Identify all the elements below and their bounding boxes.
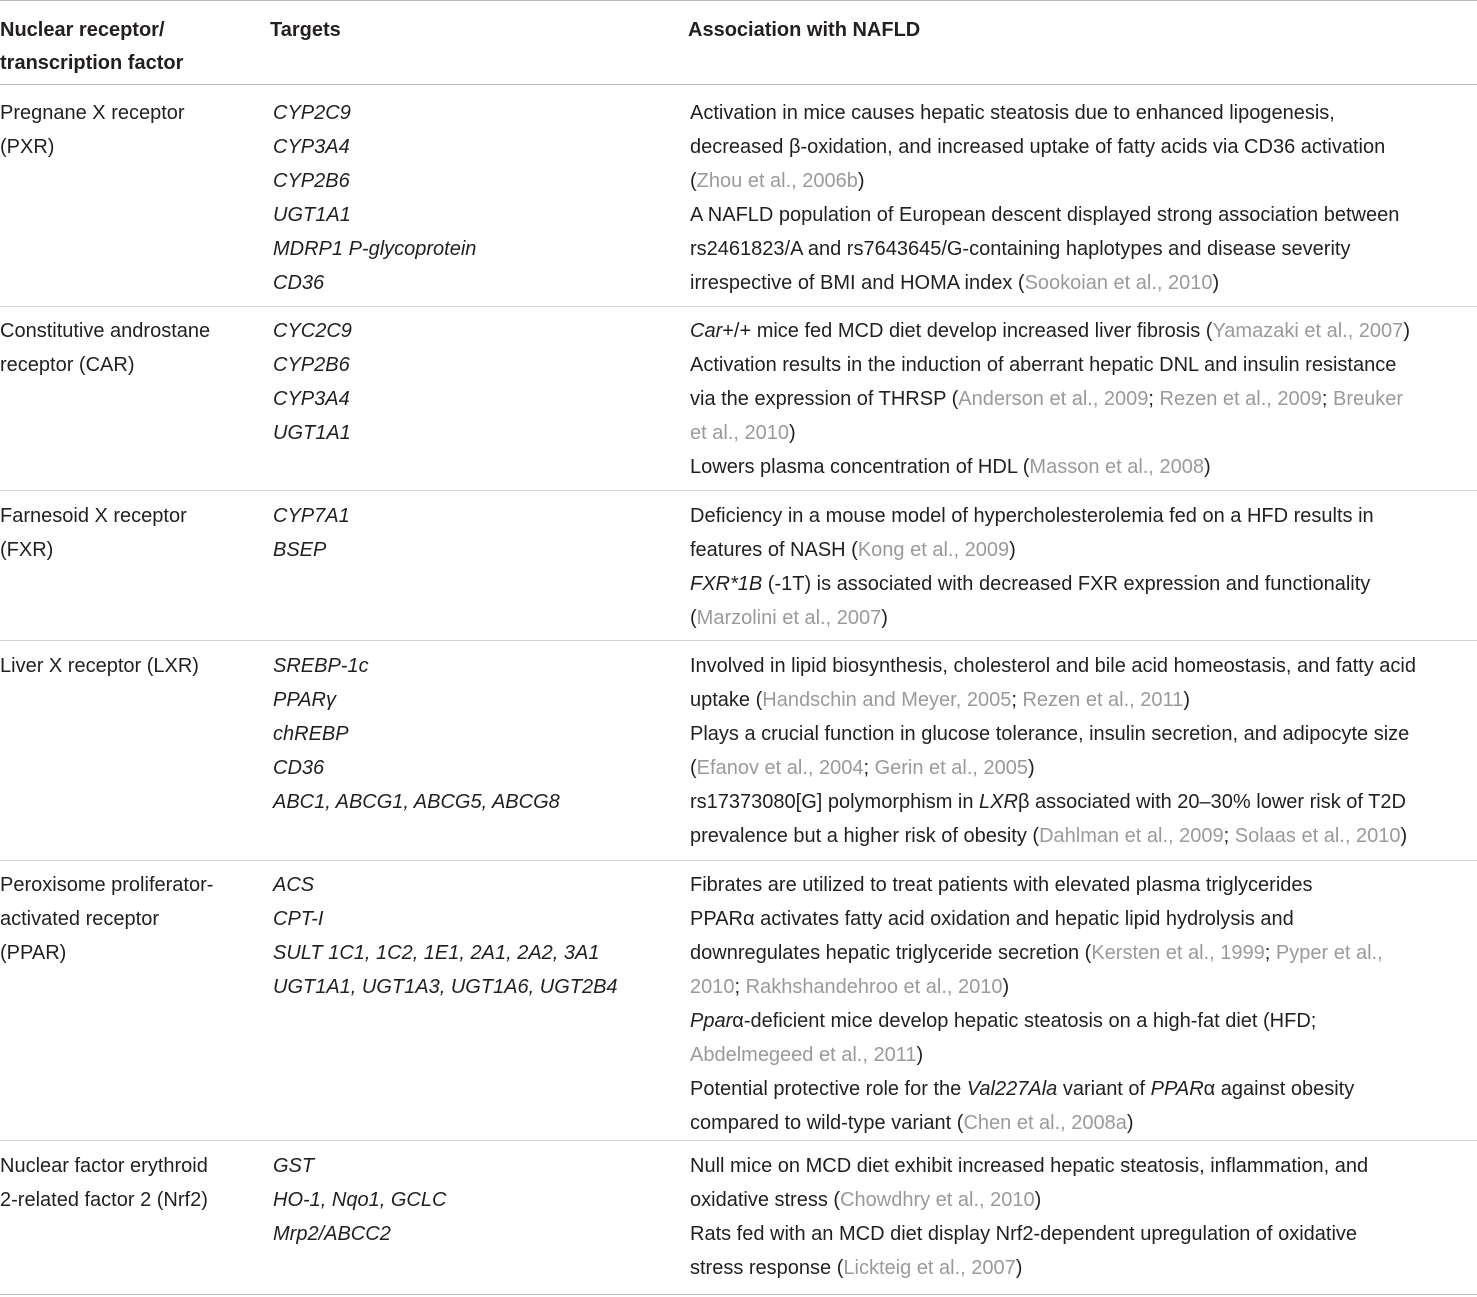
assoc-text: oxidative stress (	[690, 1189, 841, 1211]
assoc-text: )	[857, 170, 865, 192]
targets-cell	[273, 868, 673, 1004]
assoc-line	[690, 130, 1477, 164]
receptor-name: Constitutive androstane	[0, 320, 211, 342]
assoc-text: Car	[690, 320, 723, 342]
target-gene: CYP2B6	[273, 170, 350, 192]
target-gene: MDRP1 P-glycoprotein	[273, 238, 477, 260]
receptor-cell	[0, 499, 260, 567]
assoc-text: ;	[1148, 388, 1160, 410]
receptor-name: 2-related factor 2 (Nrf2)	[0, 1189, 208, 1211]
receptor-name: (PXR)	[0, 136, 55, 158]
assoc-text: ;	[863, 757, 875, 779]
target-gene: CYP2C9	[273, 102, 351, 124]
reference-link[interactable]: Rezen et al., 2011	[1022, 689, 1184, 711]
assoc-text: ;	[1321, 388, 1334, 410]
assoc-text: Plays a crucial function in glucose tolerance, insulin secretion, and adipocyte size	[690, 723, 1410, 745]
target-gene: ABC1, ABCG1, ABCG5, ABCG8	[273, 791, 560, 813]
reference-link[interactable]: Gerin et al., 2005	[874, 757, 1029, 779]
receptor-cell	[0, 1149, 260, 1217]
header-nuclear-receptor	[0, 14, 183, 80]
targets-cell	[273, 96, 673, 300]
target-gene: SULT 1C1, 1C2, 1E1, 2A1, 2A2, 3A1	[273, 942, 600, 964]
receptor-name: Liver X receptor (LXR)	[0, 655, 199, 677]
assoc-text: features of NASH (	[690, 539, 858, 561]
assoc-text: via the expression of THRSP (	[690, 388, 959, 410]
assoc-text: Val227Ala	[966, 1078, 1058, 1100]
association-cell	[690, 1149, 1477, 1285]
assoc-text: Involved in lipid biosynthesis, cholesterol and bile acid homeostasis, and fatty acid	[690, 655, 1416, 677]
assoc-text: β associated with 20–30% lower risk of T2D	[1017, 791, 1406, 813]
assoc-text: FXR*1B	[690, 573, 763, 595]
assoc-text: ;	[734, 976, 746, 998]
assoc-text: uptake (	[690, 689, 763, 711]
assoc-line	[690, 649, 1477, 683]
assoc-text: Lowers plasma concentration of HDL (	[690, 456, 1030, 478]
assoc-line	[690, 232, 1477, 266]
target-gene: CD36	[273, 272, 325, 294]
assoc-line	[690, 1004, 1477, 1038]
header-rule	[0, 84, 1477, 85]
assoc-text: )	[1028, 757, 1035, 779]
receptor-cell	[0, 649, 260, 683]
reference-link[interactable]: Yamazaki et al., 2007	[1212, 320, 1404, 342]
assoc-line	[690, 198, 1477, 232]
reference-link[interactable]: Pyper et al.,	[1275, 942, 1383, 964]
assoc-text: Fibrates are utilized to treat patients with elevated plasma triglycerides	[690, 874, 1313, 896]
assoc-text: PPARα activates fatty acid oxidation and hepatic lipid hydrolysis and	[690, 908, 1294, 930]
assoc-text: )	[916, 1044, 924, 1066]
assoc-line	[690, 1038, 1477, 1072]
assoc-text: α against obesity	[1203, 1078, 1355, 1100]
reference-link[interactable]: Rezen et al., 2009	[1159, 388, 1322, 410]
assoc-text: Activation in mice causes hepatic steatosis due to enhanced lipogenesis,	[690, 102, 1335, 124]
receptor-name: Pregnane X receptor	[0, 102, 185, 124]
row-divider	[0, 860, 1477, 861]
target-gene: UGT1A1	[273, 422, 351, 444]
targets-cell	[273, 1149, 673, 1251]
reference-link[interactable]: Abdelmegeed et al., 2011	[690, 1044, 917, 1066]
assoc-text: downregulates hepatic triglyceride secretion (	[690, 942, 1092, 964]
reference-link[interactable]: Handschin and Meyer, 2005	[762, 689, 1012, 711]
assoc-text: (	[690, 607, 697, 629]
assoc-line	[690, 533, 1477, 567]
assoc-text: (-1T) is associated with decreased FXR expression and functionality	[762, 573, 1371, 595]
association-cell	[690, 649, 1477, 853]
reference-link[interactable]: Solaas et al., 2010	[1234, 825, 1401, 847]
assoc-line	[690, 1251, 1477, 1285]
assoc-text: irrespective of BMI and HOMA index (	[690, 272, 1025, 294]
assoc-line	[690, 683, 1477, 717]
assoc-text: PPAR	[1150, 1078, 1204, 1100]
row-divider	[0, 640, 1477, 641]
receptor-cell	[0, 96, 260, 164]
receptor-name: activated receptor	[0, 908, 159, 930]
assoc-line	[690, 717, 1477, 751]
assoc-line	[690, 936, 1477, 970]
target-gene: CYC2C9	[273, 320, 352, 342]
receptor-name: Peroxisome proliferator-	[0, 874, 214, 896]
table-bottom-rule	[0, 1294, 1477, 1295]
assoc-text: (	[690, 170, 697, 192]
row-divider	[0, 490, 1477, 491]
assoc-text: Activation results in the induction of aberrant hepatic DNL and insulin resistance	[690, 354, 1397, 376]
target-gene: CYP3A4	[273, 388, 350, 410]
assoc-text: )	[1126, 1112, 1134, 1134]
target-gene: CYP7A1	[273, 505, 350, 527]
target-gene: Mrp2/ABCC2	[273, 1223, 391, 1245]
assoc-line	[690, 164, 1477, 198]
reference-link[interactable]: Dahlman et al., 2009	[1039, 825, 1224, 847]
reference-link[interactable]: Lickteig et al., 2007	[843, 1257, 1016, 1279]
assoc-line	[690, 819, 1477, 853]
assoc-text: ;	[1264, 942, 1276, 964]
assoc-line	[690, 348, 1477, 382]
assoc-text: Rats fed with an MCD diet display Nrf2-dependent upregulation of oxidative	[690, 1223, 1358, 1245]
reference-link[interactable]: Breuker	[1333, 388, 1404, 410]
targets-cell	[273, 499, 673, 567]
target-gene: SREBP-1c	[273, 655, 369, 677]
reference-link[interactable]: Marzolini et al., 2007	[696, 607, 882, 629]
target-gene: UGT1A1, UGT1A3, UGT1A6, UGT2B4	[273, 976, 618, 998]
reference-link[interactable]: Zhou et al., 2006b	[696, 170, 858, 192]
reference-link[interactable]: Chen et al., 2008a	[963, 1112, 1127, 1134]
assoc-line	[690, 751, 1477, 785]
assoc-text: ;	[1223, 825, 1235, 847]
assoc-text: α-deficient mice develop hepatic steatosis on a high-fat diet (HFD;	[732, 1010, 1317, 1032]
reference-link[interactable]: Chowdhry et al., 2010	[840, 1189, 1035, 1211]
assoc-text: )	[1183, 689, 1190, 711]
targets-cell	[273, 314, 673, 450]
assoc-line	[690, 1072, 1477, 1106]
assoc-text: rs2461823/A and rs7643645/G-containing haplotypes and disease severity	[690, 238, 1351, 260]
target-gene: UGT1A1	[273, 204, 351, 226]
assoc-line	[690, 1149, 1477, 1183]
assoc-text: )	[1009, 539, 1016, 561]
target-gene: HO-1, Nqo1, GCLC	[273, 1189, 447, 1211]
assoc-text: )	[1400, 825, 1408, 847]
reference-link[interactable]: Masson et al., 2008	[1029, 456, 1204, 478]
assoc-text: Deficiency in a mouse model of hypercholesterolemia fed on a HFD results in	[690, 505, 1374, 527]
target-gene: ACS	[273, 874, 315, 896]
assoc-text: )	[1212, 272, 1220, 294]
assoc-text: Ppar	[690, 1010, 733, 1032]
target-gene: CYP2B6	[273, 354, 350, 376]
target-gene: CYP3A4	[273, 136, 350, 158]
assoc-line	[690, 1217, 1477, 1251]
header-text: transcription factor	[0, 52, 184, 74]
association-cell	[690, 96, 1477, 300]
header-association: Association with NAFLD	[688, 19, 921, 41]
assoc-line	[690, 314, 1477, 348]
assoc-line	[690, 450, 1477, 484]
assoc-line	[690, 567, 1477, 601]
assoc-line	[690, 499, 1477, 533]
association-cell	[690, 499, 1477, 635]
row-divider	[0, 306, 1477, 307]
receptor-cell	[0, 868, 260, 970]
table-top-rule	[0, 0, 1477, 1]
assoc-text: Null mice on MCD diet exhibit increased hepatic steatosis, inflammation, and	[690, 1155, 1369, 1177]
assoc-text: )	[1015, 1257, 1023, 1279]
target-gene: GST	[273, 1155, 315, 1177]
target-gene: CD36	[273, 757, 325, 779]
target-gene: BSEP	[273, 539, 327, 561]
receptor-name: Farnesoid X receptor	[0, 505, 187, 527]
assoc-text: )	[881, 607, 888, 629]
target-gene: CPT-I	[273, 908, 324, 930]
assoc-text: LXR	[979, 791, 1018, 813]
assoc-line	[690, 1106, 1477, 1140]
reference-link[interactable]: Efanov et al., 2004	[696, 757, 864, 779]
assoc-line	[690, 1183, 1477, 1217]
reference-link[interactable]: 2010	[690, 976, 735, 998]
assoc-text: stress response (	[690, 1257, 844, 1279]
reference-link[interactable]: Anderson et al., 2009	[958, 388, 1149, 410]
assoc-text: )	[1002, 976, 1010, 998]
assoc-text: rs17373080[G] polymorphism in	[690, 791, 980, 813]
reference-link[interactable]: Sookoian et al., 2010	[1024, 272, 1213, 294]
targets-cell	[273, 649, 673, 819]
assoc-text: A NAFLD population of European descent displayed strong association between	[690, 204, 1400, 226]
reference-link[interactable]: Kersten et al., 1999	[1091, 942, 1265, 964]
assoc-text: (	[690, 757, 697, 779]
header-text: Nuclear receptor/	[0, 19, 165, 41]
assoc-line	[690, 868, 1477, 902]
reference-link[interactable]: Rakhshandehroo et al., 2010	[745, 976, 1003, 998]
assoc-line	[690, 902, 1477, 936]
receptor-name: receptor (CAR)	[0, 354, 135, 376]
assoc-text: prevalence but a higher risk of obesity (	[690, 825, 1040, 847]
reference-link[interactable]: Kong et al., 2009	[857, 539, 1010, 561]
assoc-text: +/+ mice fed MCD diet develop increased liver fibrosis (	[722, 320, 1213, 342]
assoc-line	[690, 601, 1477, 635]
assoc-line	[690, 970, 1477, 1004]
receptor-cell	[0, 314, 260, 382]
reference-link[interactable]: et al., 2010	[690, 422, 789, 444]
row-divider	[0, 1140, 1477, 1141]
association-cell	[690, 314, 1477, 484]
assoc-text: variant of	[1057, 1078, 1151, 1100]
assoc-text: )	[1403, 320, 1410, 342]
assoc-line	[690, 266, 1477, 300]
assoc-text: ;	[1011, 689, 1023, 711]
association-cell	[690, 868, 1477, 1140]
target-gene: PPARγ	[273, 689, 336, 711]
receptor-name: (FXR)	[0, 539, 54, 561]
assoc-text: )	[788, 422, 796, 444]
receptor-name: Nuclear factor erythroid	[0, 1155, 208, 1177]
assoc-line	[690, 96, 1477, 130]
assoc-text: )	[1203, 456, 1211, 478]
receptor-name: (PPAR)	[0, 942, 67, 964]
assoc-line	[690, 416, 1477, 450]
assoc-text: )	[1034, 1189, 1042, 1211]
assoc-line	[690, 382, 1477, 416]
header-targets: Targets	[270, 19, 341, 41]
target-gene: chREBP	[273, 723, 349, 745]
assoc-text: Potential protective role for the	[690, 1078, 967, 1100]
assoc-text: compared to wild-type variant (	[690, 1112, 964, 1134]
assoc-line	[690, 785, 1477, 819]
assoc-text: decreased β-oxidation, and increased uptake of fatty acids via CD36 activation	[690, 136, 1386, 158]
